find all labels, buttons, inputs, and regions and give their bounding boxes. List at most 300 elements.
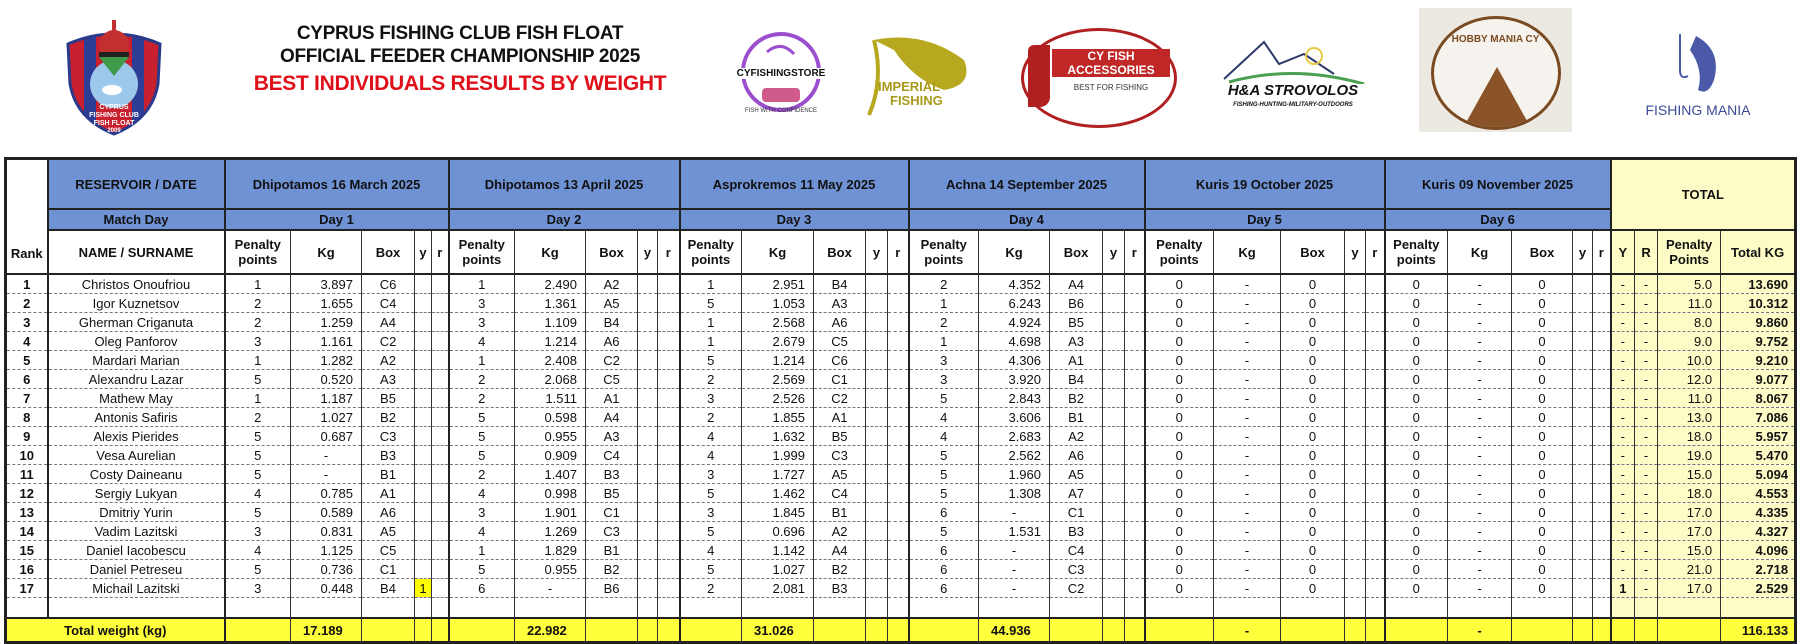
blank-cell (680, 598, 742, 619)
red-card-cell (1366, 389, 1385, 408)
red-card-cell (432, 332, 449, 351)
rank-cell: 13 (6, 503, 48, 522)
rank-cell: 10 (6, 446, 48, 465)
yellow-card-cell (415, 408, 432, 427)
box-cell: C5 (362, 541, 415, 560)
yellow-card-cell (1345, 313, 1366, 332)
yellow-card-cell (415, 351, 432, 370)
box-cell: B4 (586, 313, 638, 332)
red-card-cell (888, 294, 909, 313)
fishing-mania-logo: FISHING MANIA (1618, 30, 1778, 122)
kg-cell: 1.999 (742, 446, 814, 465)
yellow-card-cell (638, 294, 658, 313)
red-card-cell (888, 465, 909, 484)
total-kg-cell: 5.094 (1721, 465, 1796, 484)
name-header: NAME / SURNAME (48, 230, 225, 274)
box-cell: C2 (1050, 579, 1103, 598)
yellow-card-cell (1345, 332, 1366, 351)
kg-cell: 3.920 (979, 370, 1050, 389)
box-cell: C3 (362, 427, 415, 446)
box-cell: C1 (586, 503, 638, 522)
penalty-cell: 2 (225, 294, 291, 313)
red-card-cell (658, 465, 680, 484)
kg-cell: 1.027 (291, 408, 362, 427)
red-card-cell (1125, 427, 1145, 446)
kg-cell: 1.855 (742, 408, 814, 427)
red-card-cell (888, 313, 909, 332)
red-card-cell (1366, 446, 1385, 465)
kg-cell: 2.569 (742, 370, 814, 389)
name-cell: Mardari Marian (48, 351, 225, 370)
box-cell: A7 (1050, 484, 1103, 503)
penalty-cell: 5 (680, 484, 742, 503)
penalty-cell: 0 (1145, 560, 1214, 579)
box-cell: 0 (1512, 560, 1573, 579)
yellow-card-cell (1345, 579, 1366, 598)
reservoir-header: RESERVOIR / DATE (48, 159, 225, 210)
kg-cell: 1.214 (515, 332, 586, 351)
footer-empty-cell (1345, 618, 1366, 643)
red-card-cell (888, 579, 909, 598)
red-card-header: r (658, 230, 680, 274)
penalty-cell: 0 (1385, 579, 1448, 598)
red-card-cell (432, 408, 449, 427)
penalty-header: Penalty points (1385, 230, 1448, 274)
match-day-header: Match Day (48, 209, 225, 230)
name-cell: Michail Lazitski (48, 579, 225, 598)
kg-cell: - (979, 541, 1050, 560)
box-cell: 0 (1281, 351, 1345, 370)
box-cell: A2 (586, 274, 638, 294)
box-header: Box (1050, 230, 1103, 274)
kg-cell: 1.845 (742, 503, 814, 522)
red-card-cell (1125, 465, 1145, 484)
total-red-cell: - (1635, 294, 1658, 313)
kg-cell: - (1448, 370, 1512, 389)
name-cell: Oleg Panforov (48, 332, 225, 351)
blank-cell (1125, 598, 1145, 619)
total-yellow-cell: 1 (1611, 579, 1635, 598)
penalty-cell: 0 (1385, 446, 1448, 465)
total-kg-cell: 7.086 (1721, 408, 1796, 427)
penalty-cell: 5 (449, 560, 515, 579)
kg-cell: 1.308 (979, 484, 1050, 503)
red-card-cell (888, 274, 909, 294)
penalty-cell: 0 (1385, 503, 1448, 522)
yellow-card-cell (866, 560, 888, 579)
box-cell: B5 (586, 484, 638, 503)
penalty-cell: 6 (909, 503, 979, 522)
blank-cell (909, 598, 979, 619)
total-penalty-cell: 12.0 (1658, 370, 1721, 389)
kg-cell: 2.568 (742, 313, 814, 332)
box-cell: B3 (586, 465, 638, 484)
yellow-card-header: y (1573, 230, 1593, 274)
box-header: Box (1281, 230, 1345, 274)
red-card-cell (888, 522, 909, 541)
total-yellow-cell: - (1611, 427, 1635, 446)
table-row (6, 351, 1796, 370)
footer-empty-cell (1366, 618, 1385, 643)
kg-cell: 2.526 (742, 389, 814, 408)
box-cell: 0 (1281, 427, 1345, 446)
box-cell: B4 (814, 274, 866, 294)
box-cell: 0 (1281, 389, 1345, 408)
yellow-card-cell (1573, 522, 1593, 541)
penalty-cell: 0 (1145, 541, 1214, 560)
red-card-cell (658, 541, 680, 560)
red-card-cell (888, 446, 909, 465)
yellow-card-cell (638, 446, 658, 465)
yellow-card-cell (638, 389, 658, 408)
box-cell: B3 (814, 579, 866, 598)
kg-cell: 1.187 (291, 389, 362, 408)
footer-empty-cell (449, 618, 515, 643)
day-total-weight: - (1214, 618, 1281, 643)
table-row (6, 484, 1796, 503)
kg-cell: 1.462 (742, 484, 814, 503)
blank-cell (48, 598, 225, 619)
kg-cell: 2.490 (515, 274, 586, 294)
kg-cell: - (1448, 427, 1512, 446)
day-total-weight: 44.936 (979, 618, 1050, 643)
yellow-card-cell (1103, 522, 1125, 541)
yellow-card-cell (1345, 465, 1366, 484)
venue-header: Kuris 19 October 2025 (1145, 159, 1385, 210)
blank-cell (415, 598, 432, 619)
kg-cell: 1.282 (291, 351, 362, 370)
kg-cell: - (1448, 294, 1512, 313)
red-card-cell (1593, 560, 1611, 579)
yellow-card-cell (415, 332, 432, 351)
box-cell: B1 (1050, 408, 1103, 427)
table-row (6, 522, 1796, 541)
box-header: Box (1512, 230, 1573, 274)
red-card-cell (658, 332, 680, 351)
penalty-cell: 3 (225, 579, 291, 598)
penalty-cell: 0 (1385, 522, 1448, 541)
kg-cell: 1.531 (979, 522, 1050, 541)
total-yellow-cell: - (1611, 313, 1635, 332)
kg-cell: 0.831 (291, 522, 362, 541)
yellow-card-cell (638, 313, 658, 332)
total-kg-cell: 4.335 (1721, 503, 1796, 522)
grand-total-weight: 116.133 (1721, 618, 1796, 643)
red-card-cell (1125, 541, 1145, 560)
penalty-cell: 5 (225, 560, 291, 579)
kg-cell: 2.562 (979, 446, 1050, 465)
penalty-cell: 5 (225, 465, 291, 484)
table-row (6, 503, 1796, 522)
penalty-cell: 4 (449, 522, 515, 541)
yellow-card-cell (415, 274, 432, 294)
blank-cell (1635, 598, 1658, 619)
red-card-cell (432, 503, 449, 522)
yellow-card-cell (638, 579, 658, 598)
blank-cell (432, 598, 449, 619)
kg-cell: 0.785 (291, 484, 362, 503)
yellow-card-cell (866, 465, 888, 484)
penalty-cell: 5 (449, 427, 515, 446)
yellow-card-cell (638, 351, 658, 370)
rank-cell: 1 (6, 274, 48, 294)
total-kg-cell: 5.470 (1721, 446, 1796, 465)
kg-cell: - (979, 560, 1050, 579)
yellow-card-cell (638, 274, 658, 294)
red-card-cell (658, 274, 680, 294)
kg-cell: 3.606 (979, 408, 1050, 427)
yellow-card-cell (1573, 274, 1593, 294)
kg-cell: - (1448, 351, 1512, 370)
yellow-card-cell (1573, 332, 1593, 351)
red-card-cell (432, 389, 449, 408)
total-kg-cell: 9.860 (1721, 313, 1796, 332)
footer-empty-cell (586, 618, 638, 643)
kg-cell: - (1214, 579, 1281, 598)
table-row (6, 560, 1796, 579)
kg-cell: - (1214, 427, 1281, 446)
box-cell: 0 (1512, 427, 1573, 446)
penalty-cell: 6 (909, 541, 979, 560)
blank-cell (979, 598, 1050, 619)
yellow-card-cell: 1 (415, 579, 432, 598)
red-card-cell (432, 465, 449, 484)
footer-empty-cell (1573, 618, 1593, 643)
total-yellow-cell: - (1611, 484, 1635, 503)
penalty-cell: 0 (1385, 274, 1448, 294)
yellow-card-cell (638, 541, 658, 560)
yellow-card-cell (638, 332, 658, 351)
yellow-card-cell (866, 408, 888, 427)
red-card-cell (658, 389, 680, 408)
kg-header: Kg (291, 230, 362, 274)
box-cell: C2 (362, 332, 415, 351)
rank-cell: 12 (6, 484, 48, 503)
red-card-cell (1593, 579, 1611, 598)
box-cell: B4 (362, 579, 415, 598)
yellow-card-cell (415, 389, 432, 408)
yellow-card-cell (415, 560, 432, 579)
penalty-cell: 4 (680, 446, 742, 465)
footer-empty-cell (814, 618, 866, 643)
blank-cell (1145, 598, 1214, 619)
yellow-card-cell (1573, 351, 1593, 370)
penalty-cell: 0 (1145, 351, 1214, 370)
day-total-weight: 22.982 (515, 618, 586, 643)
yellow-card-cell (1345, 541, 1366, 560)
yellow-card-header: y (866, 230, 888, 274)
kg-cell: - (1448, 408, 1512, 427)
box-cell: A4 (362, 313, 415, 332)
box-cell: A2 (814, 522, 866, 541)
total-yellow-cell: - (1611, 408, 1635, 427)
penalty-cell: 3 (225, 332, 291, 351)
yellow-card-cell (1573, 427, 1593, 446)
hobby-mania-logo: HOBBY MANIA CY (1419, 8, 1572, 132)
total-red-cell: - (1635, 313, 1658, 332)
kg-cell: - (515, 579, 586, 598)
kg-cell: - (291, 446, 362, 465)
box-cell: B2 (586, 560, 638, 579)
red-card-cell (1366, 579, 1385, 598)
red-card-cell (432, 541, 449, 560)
total-yellow-cell: - (1611, 446, 1635, 465)
penalty-cell: 0 (1145, 446, 1214, 465)
penalty-cell: 0 (1145, 465, 1214, 484)
box-cell: A3 (586, 427, 638, 446)
penalty-cell: 0 (1385, 465, 1448, 484)
total-yellow-cell: - (1611, 465, 1635, 484)
box-cell: 0 (1512, 351, 1573, 370)
yellow-card-cell (866, 332, 888, 351)
day-header: Day 2 (449, 209, 680, 230)
day-header: Day 5 (1145, 209, 1385, 230)
kg-cell: 2.843 (979, 389, 1050, 408)
penalty-cell: 5 (909, 465, 979, 484)
box-cell: C1 (814, 370, 866, 389)
penalty-cell: 1 (909, 294, 979, 313)
box-cell: 0 (1281, 370, 1345, 389)
kg-cell: - (1214, 408, 1281, 427)
box-cell: A5 (814, 465, 866, 484)
yellow-card-cell (415, 427, 432, 446)
box-header: Box (362, 230, 415, 274)
penalty-cell: 3 (449, 313, 515, 332)
total-red-cell: - (1635, 408, 1658, 427)
blank-cell (1448, 598, 1512, 619)
blank-cell (362, 598, 415, 619)
title-championship: OFFICIAL FEEDER CHAMPIONSHIP 2025 (280, 46, 640, 67)
box-cell: 0 (1281, 274, 1345, 294)
box-cell: 0 (1512, 446, 1573, 465)
table-row (6, 427, 1796, 446)
kg-cell: - (1214, 446, 1281, 465)
venue-header: Dhipotamos 16 March 2025 (225, 159, 449, 210)
kg-cell: - (1448, 389, 1512, 408)
penalty-cell: 1 (449, 541, 515, 560)
yellow-card-cell (1103, 560, 1125, 579)
kg-cell: 0.909 (515, 446, 586, 465)
penalty-cell: 0 (1385, 427, 1448, 446)
red-card-cell (888, 389, 909, 408)
name-cell: Sergiy Lukyan (48, 484, 225, 503)
red-card-cell (658, 503, 680, 522)
kg-cell: 0.696 (742, 522, 814, 541)
total-yellow-cell: - (1611, 522, 1635, 541)
yellow-card-cell (866, 351, 888, 370)
rank-cell: 17 (6, 579, 48, 598)
kg-cell: 4.924 (979, 313, 1050, 332)
box-cell: 0 (1512, 294, 1573, 313)
penalty-cell: 0 (1385, 351, 1448, 370)
kg-cell: 4.306 (979, 351, 1050, 370)
box-cell: 0 (1512, 541, 1573, 560)
red-card-cell (432, 351, 449, 370)
venue-header: Kuris 09 November 2025 (1385, 159, 1611, 210)
red-card-cell (1125, 408, 1145, 427)
penalty-cell: 2 (909, 313, 979, 332)
total-red-cell: - (1635, 579, 1658, 598)
blank-cell (6, 598, 48, 619)
kg-cell: 0.520 (291, 370, 362, 389)
footer-empty-cell (1635, 618, 1658, 643)
kg-cell: 1.109 (515, 313, 586, 332)
yellow-card-cell (1573, 294, 1593, 313)
penalty-cell: 5 (680, 351, 742, 370)
box-cell: A2 (1050, 427, 1103, 446)
kg-cell: 1.269 (515, 522, 586, 541)
penalty-cell: 1 (449, 274, 515, 294)
penalty-cell: 2 (680, 408, 742, 427)
red-card-cell (432, 560, 449, 579)
box-cell: C3 (1050, 560, 1103, 579)
yellow-card-cell (415, 484, 432, 503)
penalty-cell: 4 (225, 484, 291, 503)
day-total-weight: 31.026 (742, 618, 814, 643)
red-card-cell (658, 579, 680, 598)
total-red-cell: - (1635, 274, 1658, 294)
yellow-card-cell (1573, 446, 1593, 465)
yellow-card-header: y (1103, 230, 1125, 274)
red-card-cell (432, 274, 449, 294)
yellow-card-cell (638, 560, 658, 579)
kg-cell: 0.448 (291, 579, 362, 598)
kg-cell: 1.511 (515, 389, 586, 408)
kg-cell: - (1448, 522, 1512, 541)
yellow-card-cell (415, 446, 432, 465)
penalty-cell: 1 (225, 274, 291, 294)
club-logo (62, 14, 166, 136)
yellow-card-header: y (415, 230, 432, 274)
penalty-cell: 5 (909, 389, 979, 408)
penalty-cell: 0 (1145, 274, 1214, 294)
total-penalty-header: Penalty Points (1658, 230, 1721, 274)
penalty-cell: 3 (909, 351, 979, 370)
kg-cell: 0.955 (515, 560, 586, 579)
red-card-cell (1366, 274, 1385, 294)
penalty-cell: 2 (225, 408, 291, 427)
red-card-cell (1593, 408, 1611, 427)
name-cell: Igor Kuznetsov (48, 294, 225, 313)
penalty-cell: 0 (1145, 484, 1214, 503)
box-header: Box (586, 230, 638, 274)
total-kg-header: Total KG (1721, 230, 1796, 274)
penalty-cell: 5 (680, 294, 742, 313)
yellow-card-cell (1103, 579, 1125, 598)
penalty-header: Penalty points (909, 230, 979, 274)
box-cell: A1 (1050, 351, 1103, 370)
yellow-card-cell (866, 274, 888, 294)
red-card-cell (1366, 294, 1385, 313)
kg-cell: 1.960 (979, 465, 1050, 484)
header-row-days (6, 209, 1796, 230)
red-card-cell (1125, 294, 1145, 313)
penalty-cell: 6 (909, 579, 979, 598)
total-kg-cell: 4.096 (1721, 541, 1796, 560)
yellow-card-cell (1103, 465, 1125, 484)
red-card-header: r (1125, 230, 1145, 274)
box-cell: 0 (1512, 503, 1573, 522)
box-cell: C6 (814, 351, 866, 370)
results-table (4, 157, 1797, 644)
box-cell: B3 (362, 446, 415, 465)
yellow-card-cell (638, 522, 658, 541)
name-cell: Antonis Safiris (48, 408, 225, 427)
total-penalty-cell: 5.0 (1658, 274, 1721, 294)
footer-empty-cell (1385, 618, 1448, 643)
day-total-weight: 17.189 (291, 618, 362, 643)
box-cell: A6 (1050, 446, 1103, 465)
